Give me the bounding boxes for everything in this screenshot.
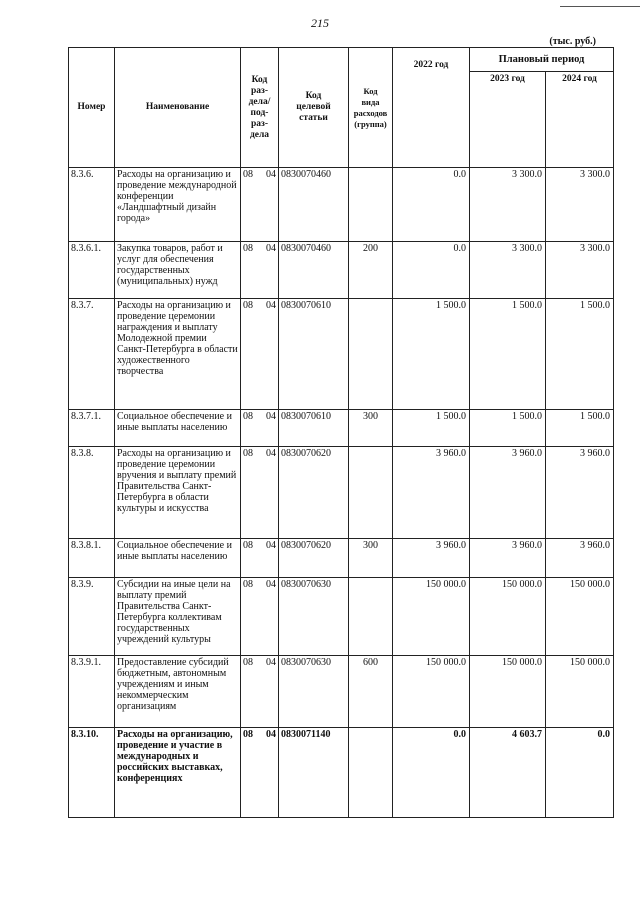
- row-section-code: [241, 656, 279, 728]
- row-razdel: 08: [243, 448, 253, 459]
- row-target-code: 0830070610: [279, 410, 349, 447]
- table-row: [69, 299, 614, 410]
- header-planned-period: Плановый период: [470, 48, 614, 72]
- row-number: 8.3.9.: [69, 578, 115, 656]
- row-number: 8.3.6.1.: [69, 242, 115, 299]
- row-expense-type: 200: [349, 242, 393, 299]
- header-2022: 2022 год: [393, 48, 470, 168]
- row-2024: 3 960.0: [546, 447, 614, 539]
- row-razdel: 08: [243, 657, 253, 668]
- row-podrazdel: 04: [266, 729, 276, 740]
- row-name: Предоставление субсидий бюджетным, автономным учреждениям и иным некоммерческим организациям: [115, 656, 241, 728]
- header-number: Номер: [69, 48, 115, 168]
- row-target-code: 0830070630: [279, 656, 349, 728]
- row-expense-type: 300: [349, 539, 393, 578]
- row-number: 8.3.8.: [69, 447, 115, 539]
- row-section-code: [241, 410, 279, 447]
- row-podrazdel: 04: [266, 540, 276, 551]
- row-section-code: [241, 299, 279, 410]
- row-razdel: 08: [243, 300, 253, 311]
- row-2024: 1 500.0: [546, 299, 614, 410]
- units-label: (тыс. руб.): [549, 36, 596, 47]
- row-name: Расходы на организацию и проведение международной конференции «Ландшафтный дизайн города»: [115, 168, 241, 242]
- row-target-code: 0830070620: [279, 539, 349, 578]
- row-number: 8.3.6.: [69, 168, 115, 242]
- table-row: [69, 168, 614, 242]
- top-rule: [560, 6, 640, 7]
- row-2024: 3 300.0: [546, 168, 614, 242]
- row-section-code: [241, 168, 279, 242]
- row-podrazdel: 04: [266, 448, 276, 459]
- row-podrazdel: 04: [266, 243, 276, 254]
- row-number: 8.3.7.: [69, 299, 115, 410]
- header-expense-type: Код вида расходов (группа): [349, 48, 393, 168]
- row-section-code: [241, 728, 279, 818]
- header-section: Код раз- дела/ под- раз- дела: [241, 48, 279, 168]
- row-number: 8.3.9.1.: [69, 656, 115, 728]
- row-2022: 3 960.0: [393, 447, 470, 539]
- row-expense-type: [349, 447, 393, 539]
- row-2022: 0.0: [393, 728, 470, 818]
- row-razdel: 08: [243, 169, 253, 180]
- row-2022: 1 500.0: [393, 299, 470, 410]
- row-target-code: 0830071140: [279, 728, 349, 818]
- row-target-code: 0830070460: [279, 242, 349, 299]
- row-expense-type: [349, 299, 393, 410]
- row-2024: 0.0: [546, 728, 614, 818]
- row-2024: 3 300.0: [546, 242, 614, 299]
- table-row: [69, 242, 614, 299]
- table-row: [69, 447, 614, 539]
- row-name: Социальное обеспечение и иные выплаты населению: [115, 410, 241, 447]
- row-2022: 150 000.0: [393, 578, 470, 656]
- row-name: Расходы на организацию, проведение и участие в международных и российских выставках, конференциях: [115, 728, 241, 818]
- row-2023: 3 300.0: [470, 168, 546, 242]
- header-name: Наименование: [115, 48, 241, 168]
- row-target-code: 0830070620: [279, 447, 349, 539]
- row-2022: 0.0: [393, 242, 470, 299]
- row-section-code: [241, 242, 279, 299]
- row-2023: 150 000.0: [470, 578, 546, 656]
- row-name: Социальное обеспечение и иные выплаты населению: [115, 539, 241, 578]
- row-razdel: 08: [243, 729, 253, 740]
- table-row: [69, 410, 614, 447]
- row-number: 8.3.7.1.: [69, 410, 115, 447]
- row-2024: 150 000.0: [546, 578, 614, 656]
- row-2022: 150 000.0: [393, 656, 470, 728]
- row-2023: 3 960.0: [470, 539, 546, 578]
- budget-table: [68, 47, 614, 818]
- row-razdel: 08: [243, 411, 253, 422]
- row-name: Субсидии на иные цели на выплату премий Правительства Санкт-Петербурга коллективам государственных учреждений культуры: [115, 578, 241, 656]
- row-2023: 150 000.0: [470, 656, 546, 728]
- header-2023: 2023 год: [470, 72, 546, 168]
- row-number: 8.3.10.: [69, 728, 115, 818]
- row-name: Расходы на организацию и проведение церемонии награждения и выплату Молодежной премии Санкт-Петербурга в области художественного творчества: [115, 299, 241, 410]
- row-razdel: 08: [243, 243, 253, 254]
- table-row: [69, 728, 614, 818]
- row-expense-type: [349, 728, 393, 818]
- row-target-code: 0830070630: [279, 578, 349, 656]
- row-razdel: 08: [243, 540, 253, 551]
- row-target-code: 0830070610: [279, 299, 349, 410]
- row-2022: 0.0: [393, 168, 470, 242]
- row-name: Закупка товаров, работ и услуг для обеспечения государственных (муниципальных) нужд: [115, 242, 241, 299]
- row-2023: 4 603.7: [470, 728, 546, 818]
- table-row: [69, 656, 614, 728]
- row-2023: 1 500.0: [470, 410, 546, 447]
- row-2024: 3 960.0: [546, 539, 614, 578]
- row-expense-type: 300: [349, 410, 393, 447]
- page-number: 215: [311, 16, 329, 30]
- row-2023: 3 960.0: [470, 447, 546, 539]
- row-section-code: [241, 447, 279, 539]
- row-2024: 150 000.0: [546, 656, 614, 728]
- row-razdel: 08: [243, 579, 253, 590]
- row-podrazdel: 04: [266, 411, 276, 422]
- row-2023: 1 500.0: [470, 299, 546, 410]
- row-2023: 3 300.0: [470, 242, 546, 299]
- row-section-code: [241, 539, 279, 578]
- table-row: [69, 578, 614, 656]
- row-podrazdel: 04: [266, 657, 276, 668]
- row-expense-type: [349, 578, 393, 656]
- row-target-code: 0830070460: [279, 168, 349, 242]
- row-section-code: [241, 578, 279, 656]
- row-expense-type: 600: [349, 656, 393, 728]
- row-expense-type: [349, 168, 393, 242]
- row-2022: 1 500.0: [393, 410, 470, 447]
- row-podrazdel: 04: [266, 169, 276, 180]
- row-2022: 3 960.0: [393, 539, 470, 578]
- row-podrazdel: 04: [266, 300, 276, 311]
- row-podrazdel: 04: [266, 579, 276, 590]
- header-2024: 2024 год: [546, 72, 614, 168]
- row-2024: 1 500.0: [546, 410, 614, 447]
- row-name: Расходы на организацию и проведение церемонии вручения и выплату премий Правительства Санкт-Петербурга в области культуры и искусства: [115, 447, 241, 539]
- header-target: Код целевой статьи: [279, 48, 349, 168]
- row-number: 8.3.8.1.: [69, 539, 115, 578]
- table-row: [69, 539, 614, 578]
